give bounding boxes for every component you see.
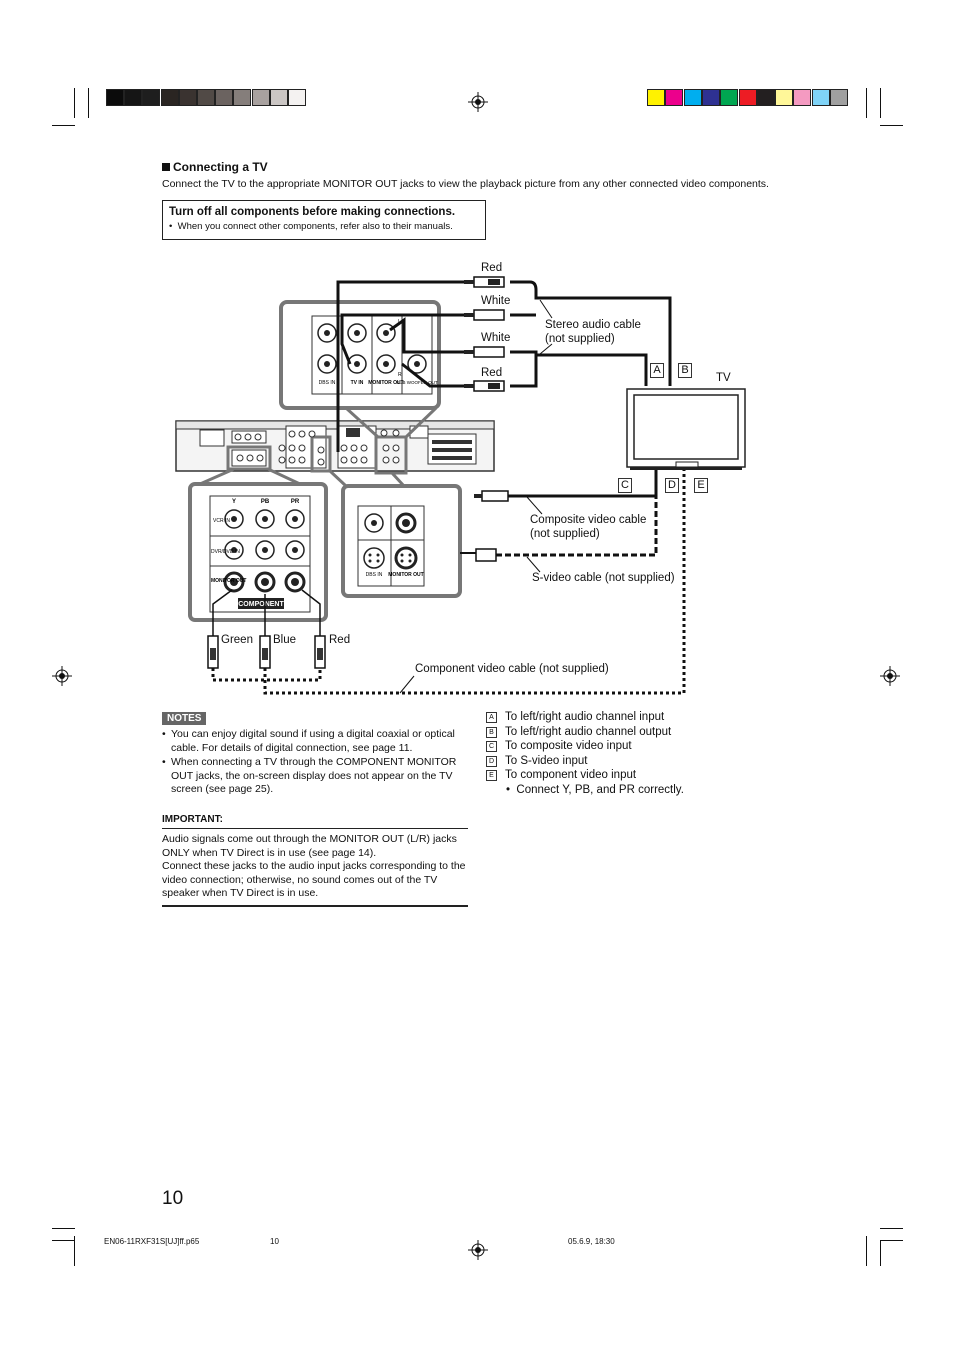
legend-item-e: E To component video input bbox=[486, 768, 684, 783]
section-title: Connecting a TV bbox=[162, 160, 268, 174]
svideo-jack-icon bbox=[364, 548, 384, 568]
section-intro: Connect the TV to the appropriate MONITOR OUT jacks to view the playback picture from any other connected video components. bbox=[162, 178, 769, 190]
label-white-mid: White bbox=[481, 332, 511, 344]
label-red-mid: Red bbox=[481, 367, 503, 379]
label-component-cable: Component video cable (not supplied) bbox=[415, 663, 609, 675]
y-text: Y bbox=[231, 499, 237, 505]
footer-page: 10 bbox=[270, 1237, 279, 1246]
legend-item-b: B To left/right audio channel output bbox=[486, 725, 684, 740]
note-item: • You can enjoy digital sound if using a digital coaxial or optical cable. For details of digital connection, see page 11. bbox=[171, 728, 462, 755]
label-tv: TV bbox=[716, 372, 731, 384]
monitor-out-text: MONITOR OUT bbox=[368, 380, 404, 386]
marker-d: D bbox=[665, 478, 679, 493]
subwoofer-out-text: SUB WOOFER OUT bbox=[396, 380, 438, 385]
footer-date: 05.6.9, 18:30 bbox=[568, 1237, 615, 1246]
note-item: • When connecting a TV through the COMPONENT MONITOR OUT jacks, the on-screen display does not appear on the TV screen (see page 25). bbox=[171, 756, 462, 797]
video-dbs-in-text: DBS IN bbox=[365, 572, 383, 578]
legend-item-c: C To composite video input bbox=[486, 739, 684, 754]
legend-item-e-sub: • Connect Y, PB, and PR correctly. bbox=[506, 783, 684, 796]
legend-list bbox=[486, 710, 684, 798]
dbs-in-text: DBS IN bbox=[318, 380, 336, 386]
important-text-1: Audio signals come out through the MONITOR OUT (L/R) jacks ONLY when TV Direct is in use (see page 14). bbox=[162, 833, 457, 859]
label-stereo-cable: Stereo audio cable bbox=[545, 319, 641, 331]
label-blue: Blue bbox=[273, 634, 297, 646]
label-stereo-cable-note: (not supplied) bbox=[545, 333, 615, 345]
rca-plug-icon bbox=[474, 277, 511, 561]
label-white-top: White bbox=[481, 295, 511, 307]
registration-target-icon bbox=[468, 1240, 488, 1260]
marker-c: C bbox=[618, 478, 632, 493]
notes-label: NOTES bbox=[162, 712, 206, 725]
warning-bullet: • When you connect other components, refer also to their manuals. bbox=[169, 221, 453, 232]
pr-text: PR bbox=[290, 499, 300, 505]
dvr-dvd-in-text: DVR/DVD IN bbox=[211, 549, 240, 555]
svideo-jack-icon bbox=[396, 548, 416, 568]
pb-text: PB bbox=[260, 499, 270, 505]
footer-file: EN06-11RXF31S[UJ]ff.p65 bbox=[104, 1237, 200, 1246]
marker-a: A bbox=[650, 363, 664, 378]
component-text: COMPONENT bbox=[238, 601, 284, 608]
label-green: Green bbox=[221, 634, 253, 646]
video-monitor-out-text: MONITOR OUT bbox=[388, 572, 424, 578]
legend-item-d: D To S-video input bbox=[486, 754, 684, 769]
important-text-2: Connect these jacks to the audio input jacks corresponding to the video connection; otherwise, no sound comes out of the TV speaker when TV Direct is in use. bbox=[162, 860, 466, 899]
l-text: L bbox=[398, 319, 401, 325]
vcr-in-text: VCR IN bbox=[213, 518, 230, 524]
notes-list bbox=[162, 728, 462, 798]
label-red-bottom: Red bbox=[329, 634, 351, 646]
legend-item-a: A To left/right audio channel input bbox=[486, 710, 684, 725]
marker-e: E bbox=[694, 478, 708, 493]
important-block bbox=[162, 814, 468, 907]
monitor-out-component-text: MONITOR OUT bbox=[211, 578, 247, 584]
page-number: 10 bbox=[162, 1188, 184, 1209]
warning-heading: Turn off all components before making connections. bbox=[169, 206, 456, 218]
r-text: R bbox=[398, 372, 402, 378]
label-red-top: Red bbox=[481, 262, 503, 274]
label-composite-cable-note: (not supplied) bbox=[530, 528, 600, 540]
label-svideo-cable: S-video cable (not supplied) bbox=[532, 572, 675, 584]
tv-in-text: TV IN bbox=[350, 380, 364, 386]
important-label: IMPORTANT: bbox=[162, 814, 468, 829]
label-composite-cable: Composite video cable bbox=[530, 514, 647, 526]
marker-b: B bbox=[678, 363, 692, 378]
